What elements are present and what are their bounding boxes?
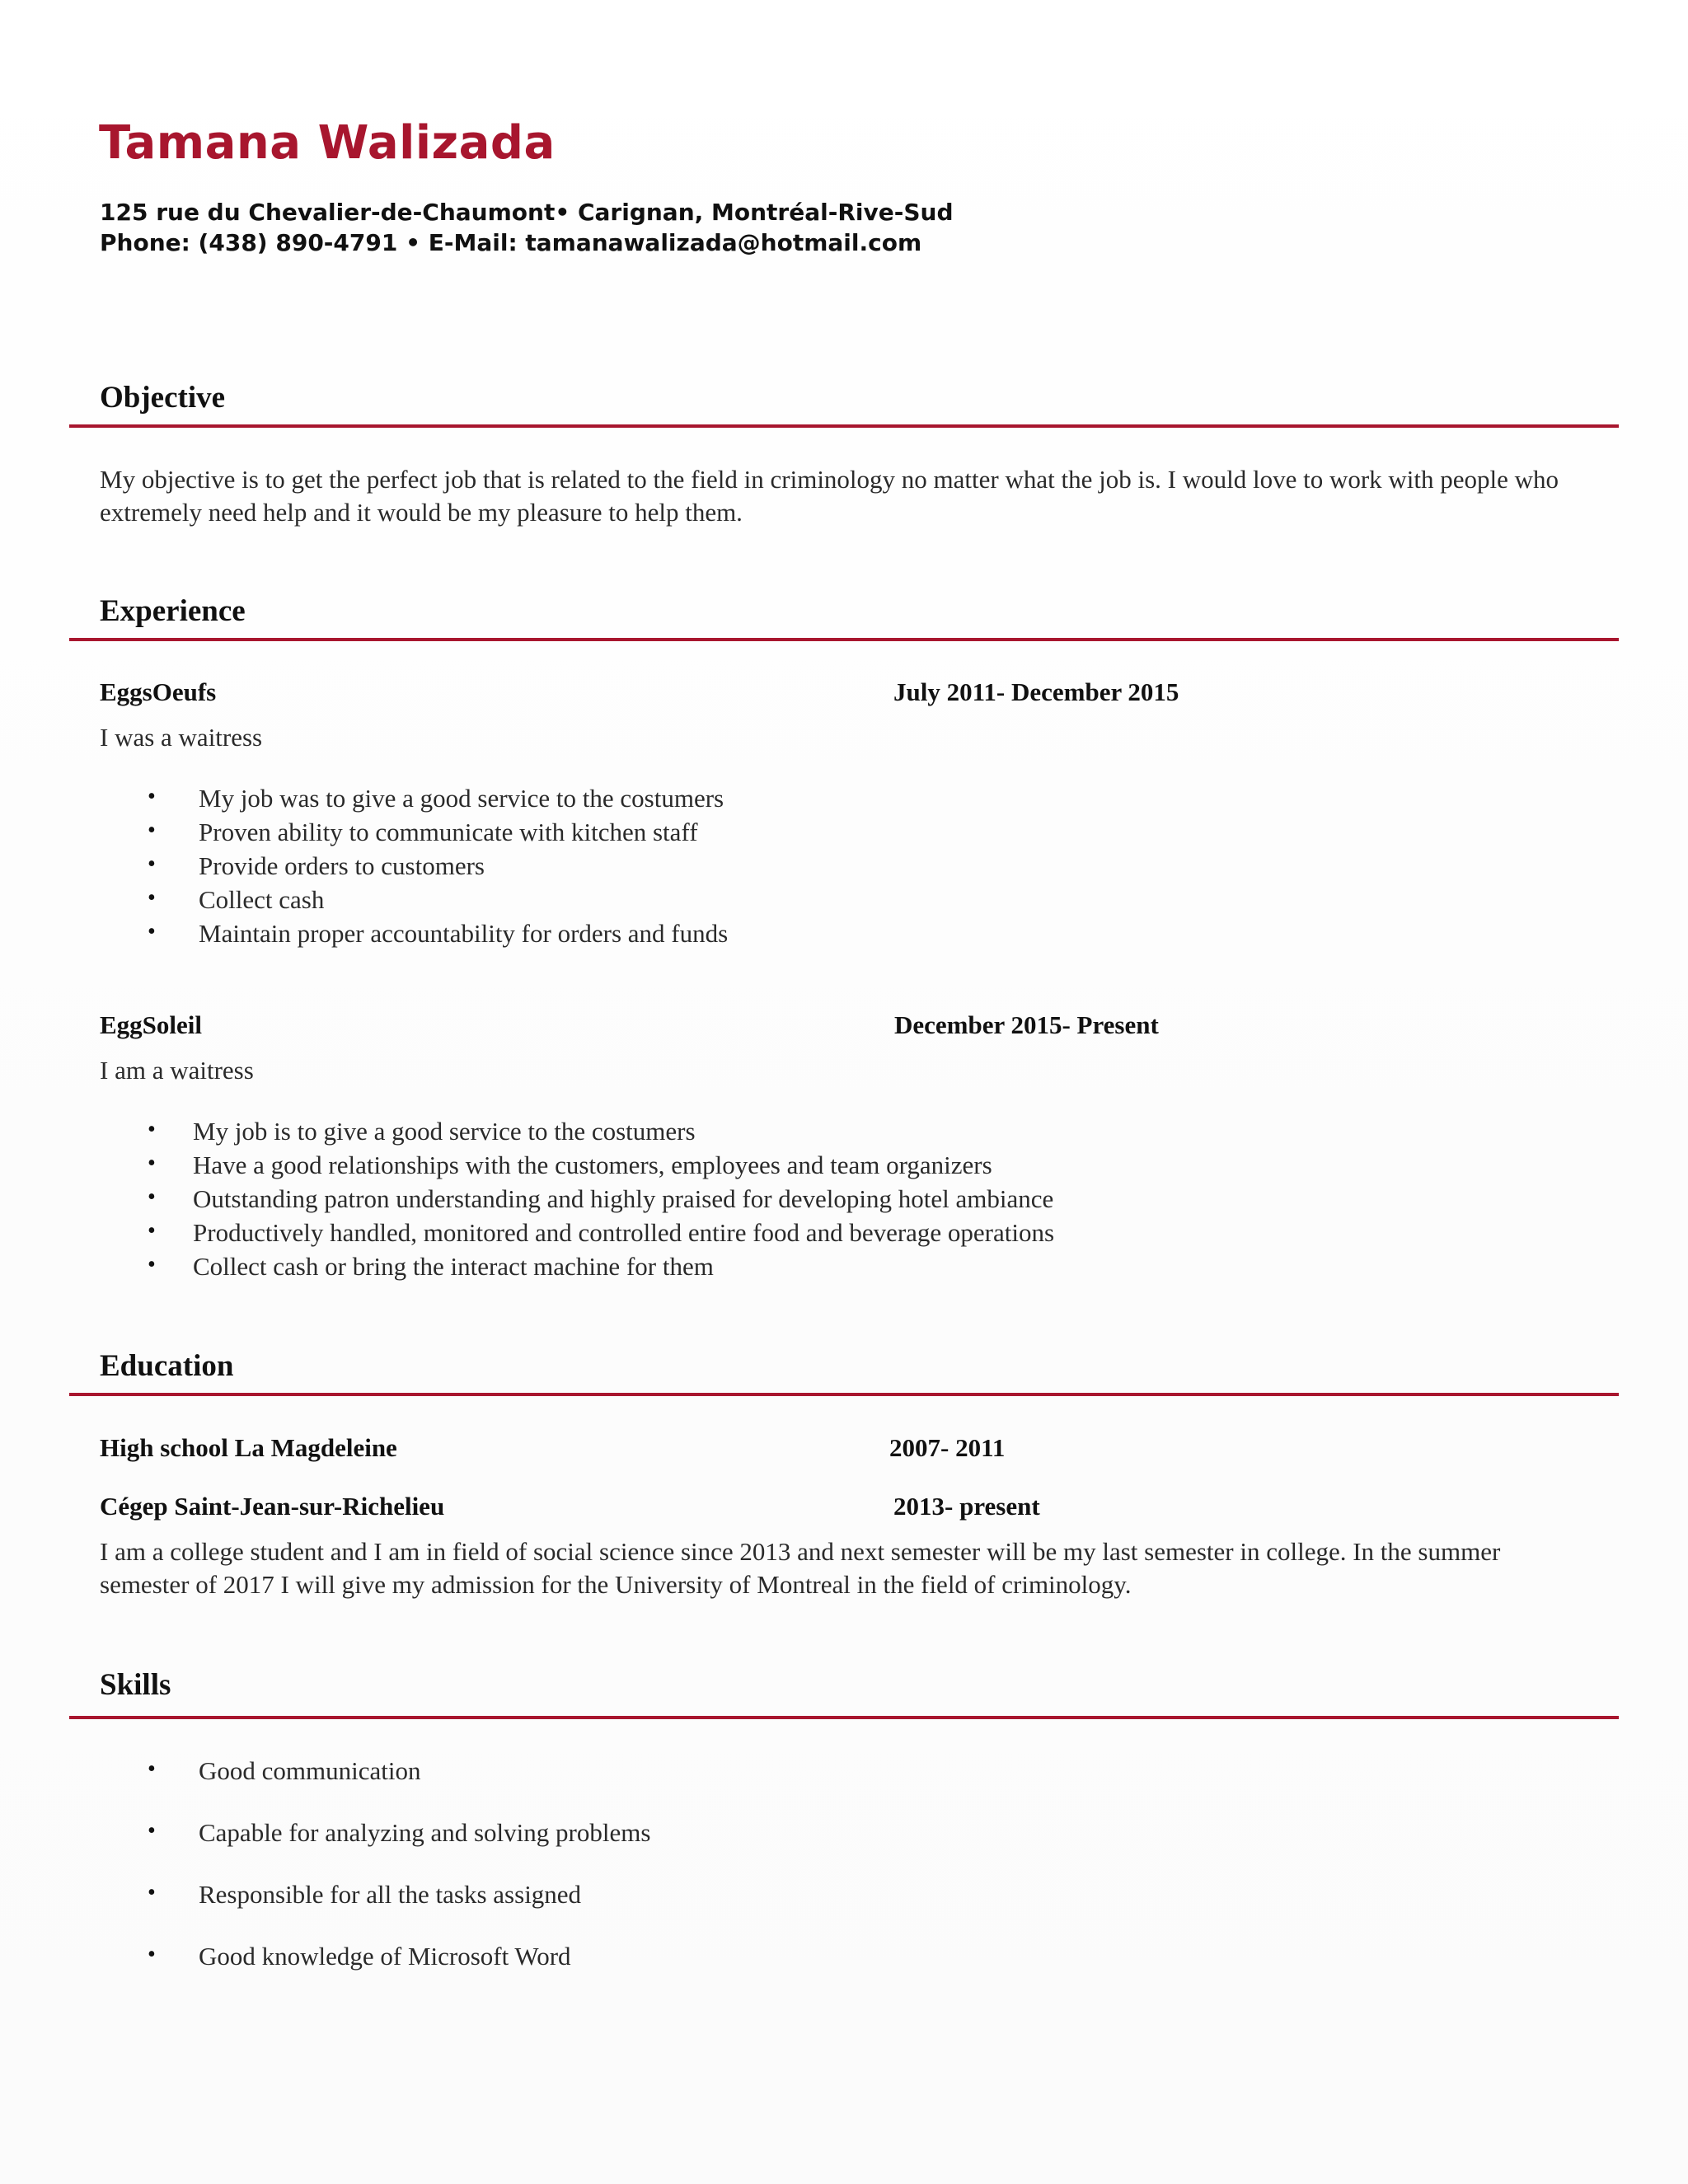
experience-heading: Experience	[100, 594, 246, 628]
bullet-icon: •	[148, 1942, 156, 1967]
list-item: • Have a good relationships with the customers, employees and team organizers	[148, 1151, 992, 1179]
job-duties-list	[148, 784, 729, 954]
bullet-icon: •	[148, 885, 156, 911]
job-role: I am a waitress	[100, 1056, 254, 1085]
list-item: • Maintain proper accountability for orders and funds	[148, 919, 729, 948]
skills-list	[148, 1756, 651, 2005]
skills-heading: Skills	[100, 1668, 171, 1702]
bullet-icon: •	[148, 1184, 156, 1210]
job-dates: December 2015- Present	[894, 1010, 1159, 1039]
bullet-icon: •	[148, 1756, 156, 1782]
list-item: • Provide orders to customers	[148, 851, 485, 880]
list-item: • Collect cash	[148, 885, 325, 914]
school-dates: 2007- 2011	[889, 1433, 1006, 1462]
list-item: • Proven ability to communicate with kitchen staff	[148, 818, 698, 846]
education-divider	[69, 1393, 1619, 1396]
bullet-icon: •	[148, 919, 156, 944]
school-name: Cégep Saint-Jean-sur-Richelieu	[100, 1492, 445, 1521]
bullet-icon: •	[148, 1818, 156, 1844]
skills-divider	[69, 1716, 1619, 1719]
bullet-icon: •	[148, 784, 156, 809]
objective-heading: Objective	[100, 381, 226, 415]
phone-email-line: Phone: (438) 890-4791 • E-Mail: tamanawalizada@hotmail.com	[100, 229, 922, 256]
bullet-icon: •	[148, 1218, 156, 1244]
candidate-name: Tamana Walizada	[99, 116, 556, 170]
list-item: • Good knowledge of Microsoft Word	[148, 1942, 571, 1971]
bullet-icon: •	[148, 818, 156, 843]
bullet-icon: •	[148, 1117, 156, 1142]
list-item: • My job was to give a good service to the costumers	[148, 784, 724, 813]
objective-divider	[69, 424, 1619, 428]
bullet-icon: •	[148, 1880, 156, 1905]
education-description: I am a college student and I am in field of social science since 2013 and next semester will be my last semester in college. In the summer semester of 2017 I will give my admission for the University of Montreal in the field of criminology.	[100, 1537, 1501, 1599]
school-dates: 2013- present	[893, 1492, 1040, 1521]
list-item: • Collect cash or bring the interact machine for them	[148, 1252, 714, 1281]
list-item: • Good communication	[148, 1756, 421, 1785]
bullet-icon: •	[148, 851, 156, 877]
job-dates: July 2011- December 2015	[893, 677, 1179, 706]
list-item: • Productively handled, monitored and controlled entire food and beverage operations	[148, 1218, 1055, 1247]
list-item: • Responsible for all the tasks assigned	[148, 1880, 582, 1909]
school-name: High school La Magdeleine	[100, 1433, 397, 1462]
address-line: 125 rue du Chevalier-de-Chaumont• Carignan, Montréal-Rive-Sud	[100, 199, 954, 226]
job-employer: EggSoleil	[100, 1010, 203, 1039]
experience-divider	[69, 638, 1619, 641]
bullet-icon: •	[148, 1151, 156, 1176]
education-heading: Education	[100, 1349, 234, 1383]
objective-text: My objective is to get the perfect job that is related to the field in criminology no matter what the job is. I would love to work with people who extremely need help and it would be my pleasure to help them.	[100, 465, 1559, 527]
bullet-icon: •	[148, 1252, 156, 1277]
job-duties-list	[148, 1117, 1055, 1287]
job-employer: EggsOeufs	[100, 677, 217, 706]
job-role: I was a waitress	[100, 723, 263, 752]
list-item: • Capable for analyzing and solving problems	[148, 1818, 651, 1847]
list-item: • Outstanding patron understanding and highly praised for developing hotel ambiance	[148, 1184, 1054, 1213]
list-item: • My job is to give a good service to the costumers	[148, 1117, 696, 1146]
